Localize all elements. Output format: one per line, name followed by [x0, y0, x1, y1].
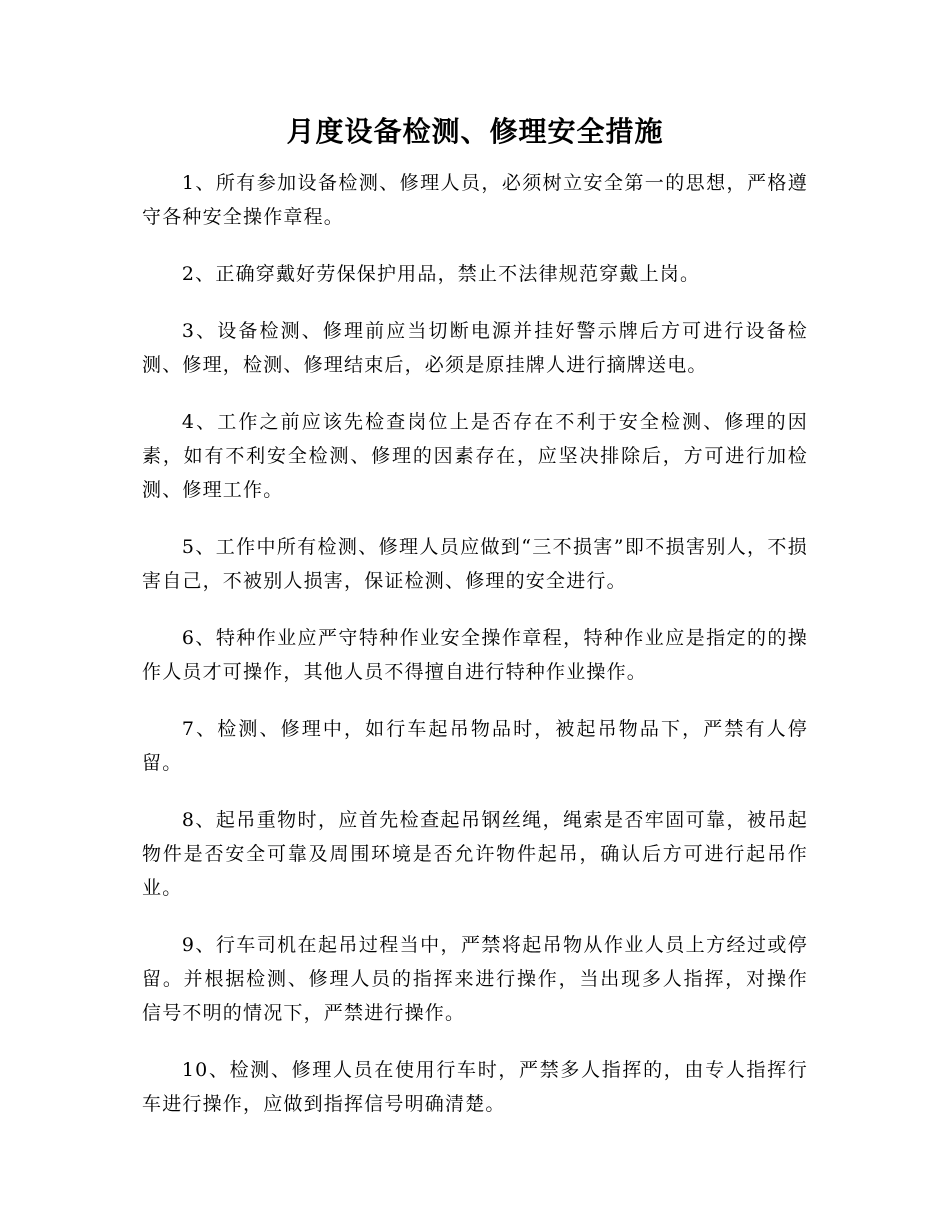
- paragraph-1: 1、所有参加设备检测、修理人员，必须树立安全第一的思想，严格遵守各种安全操作章程。: [142, 172, 808, 228]
- paragraph-2: 2、正确穿戴好劳保保护用品，禁止不法律规范穿戴上岗。: [181, 263, 701, 285]
- paragraph-3: 3、设备检测、修理前应当切断电源并挂好警示牌后方可进行设备检测、修理，检测、修理结束后，必须是原挂牌人进行摘牌送电。: [142, 320, 808, 376]
- paragraph-4: 4、工作之前应该先检查岗位上是否存在不利于安全检测、修理的因素，如有不利安全检测、修理的因素存在，应坚决排除后，方可进行加检测、修理工作。: [142, 411, 808, 501]
- document-title: 月度设备检测、修理安全措施: [286, 115, 664, 148]
- paragraph-9: 9、行车司机在起吊过程当中，严禁将起吊物从作业人员上方经过或停留。并根据检测、修理人员的指挥来进行操作，当出现多人指挥，对操作信号不明的情况下，严禁进行操作。: [142, 934, 808, 1024]
- paragraph-7: 7、检测、修理中，如行车起吊物品时，被起吊物品下，严禁有人停留。: [142, 718, 808, 774]
- document-body: [142, 166, 808, 1144]
- paragraph-8: 8、起吊重物时，应首先检查起吊钢丝绳，绳索是否牢固可靠，被吊起物件是否安全可靠及周围环境是否允许物件起吊，确认后方可进行起吊作业。: [142, 809, 808, 899]
- paragraph-5: 5、工作中所有检测、修理人员应做到“三不损害”即不损害别人，不损害自己，不被别人损害，保证检测、修理的安全进行。: [142, 536, 808, 592]
- paragraph-6: 6、特种作业应严守特种作业安全操作章程，特种作业应是指定的的操作人员才可操作，其他人员不得擅自进行特种作业操作。: [142, 627, 808, 683]
- paragraph-10: 10、检测、修理人员在使用行车时，严禁多人指挥的，由专人指挥行车进行操作，应做到指挥信号明确清楚。: [142, 1059, 808, 1115]
